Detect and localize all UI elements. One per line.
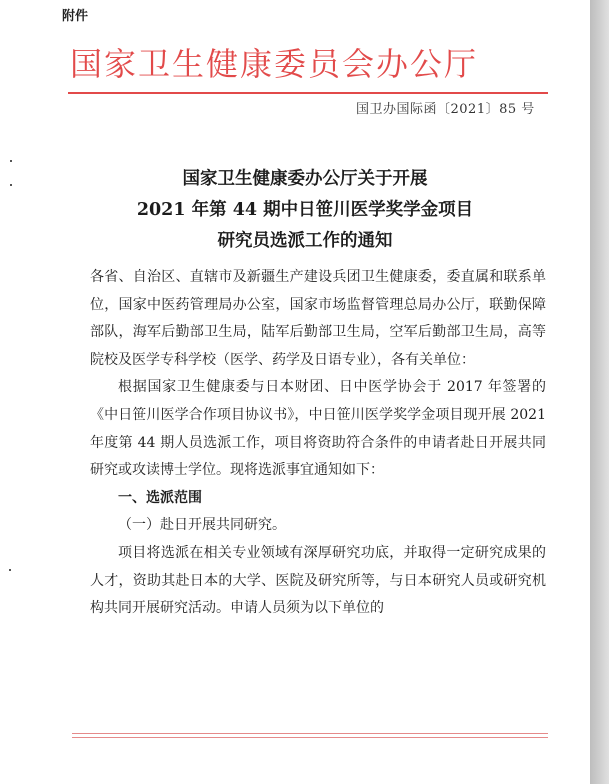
scan-speck [10,184,12,186]
issuer-masthead: 国家卫生健康委员会办公厅 [70,45,479,83]
footer-red-rule [72,733,548,734]
section-heading: 一、选派范围 [118,489,202,506]
footer-red-rule-2 [72,737,548,738]
masthead-red-rule [68,92,548,94]
page-edge-shadow [590,0,609,784]
title-line-2: 2021 年第 44 期中日笹川医学奖学金项目 [136,200,474,220]
title-line-1: 国家卫生健康委办公厅关于开展 [182,169,428,189]
addressees-paragraph: 各省、自治区、直辖市及新疆生产建设兵团卫生健康委，委直属和联系单位，国家中医药管理局办公室，国家市场监督管理总局办公厅，联勤保障部队，海军后勤部卫生局，陆军后勤部卫生局，空军后勤部卫生局，高等院校及医学专科学校（医学、药学及日语专业），各有关单位： [90,269,546,368]
scan-speck [10,160,12,162]
subsection-heading: （一）赴日开展共同研究。 [118,517,286,534]
intro-paragraph: 根据国家卫生健康委与日本财团、日中医学协会于 2017 年签署的《中日笹川医学合作项目协议书》，中日笹川医学奖学金项目现开展 2021 年度第 44 期人员选派工作，项目将资助符合条件的申请者赴日开展共同研究或攻读博士学位。现将选派事宜通知如下： [90,379,546,479]
scope-paragraph: 项目将选派在相关专业领域有深厚研究功底，并取得一定研究成果的人才，资助其赴日本的大学、医院及研究所等，与日本研究人员或研究机构共同开展研究活动。申请人员须为以下单位的 [90,544,546,617]
document-number: 国卫办国际函〔2021〕85 号 [356,102,535,117]
scan-speck [9,569,11,571]
attachment-label: 附件 [62,9,89,24]
notice-title [70,164,540,257]
notice-body [90,264,546,623]
title-line-3: 研究员选派工作的通知 [217,231,393,251]
